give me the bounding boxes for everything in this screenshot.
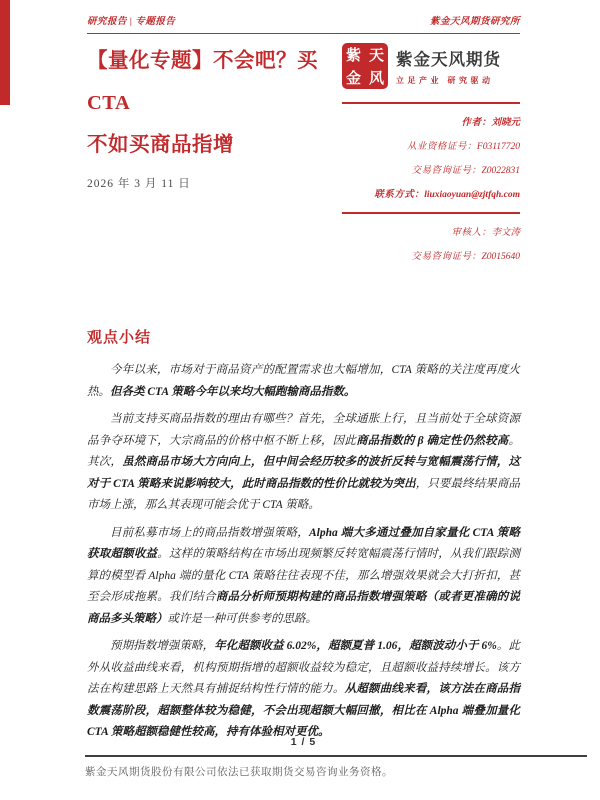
footer-disclaimer: 紫金天风期货股份有限公司依法已获取期货交易咨询业务资格。 — [85, 767, 393, 778]
body-paragraph — [87, 523, 520, 631]
viewpoint-paragraphs — [87, 360, 520, 744]
body-text: 预期指数增强策略， — [110, 640, 215, 652]
body-text: ，只要最终结果商品市场上涨，那么其表现可能会优于 CTA 策略。 — [87, 477, 520, 511]
report-title — [87, 40, 339, 166]
info-column — [342, 40, 520, 272]
emphasized-text: 商品指数的 β 确定性仍然较高 — [356, 434, 509, 447]
author-box-divider — [342, 212, 520, 214]
body-text: 今年以来，市场对于商品资产的配置需求也大幅增加，CTA 策略的关注度再度火热。 — [87, 364, 520, 398]
viewpoint-section — [87, 326, 520, 750]
emphasized-text: 但各类 CTA 策略今年以来均大幅跑输商品指数。 — [110, 385, 356, 398]
credential-label: 交易咨询证号： — [411, 252, 482, 262]
reviewer-credentials — [342, 224, 520, 262]
credential-label: 交易咨询证号： — [411, 166, 482, 176]
body-text: 。此外从收益曲线来看，机构预期指增的超额收益较为稳定，且超额收益持续增长。该方法在构建思路上天然具有捕捉结构性行情的能力。 — [87, 640, 521, 695]
seal-character: 紫 — [345, 48, 361, 64]
title-column — [87, 40, 339, 272]
emphasized-text: 虽然商品市场大方向向上，但中间会经历较多的波折反转与宽幅震荡行情，这对于 CTA 策略来说影响较大，此时商品指数的性价比就较为突出 — [87, 456, 520, 490]
emphasized-text: 商品分析师预期构建的商品指数增强策略（或者更准确的说商品多头策略） — [87, 591, 521, 625]
report-type-label: 研究报告 | 专题报告 — [87, 17, 176, 27]
body-paragraph — [87, 360, 520, 403]
company-logo — [342, 43, 520, 89]
report-title-line2: 不如买商品指增 — [87, 134, 234, 156]
report-title-line1: 【量化专题】不会吧？买 CTA — [87, 50, 318, 114]
company-logotype: 紫金天风期货 — [396, 51, 501, 69]
credential-label: 作者： — [461, 118, 492, 128]
credential-value: 李文涛 — [491, 228, 520, 238]
credential-value: Z0015640 — [481, 252, 520, 262]
credential-value[interactable]: liuxiaoyuan@zjtfqh.com — [424, 190, 520, 200]
document-header — [87, 13, 520, 34]
body-text: 当前支持买商品指数的理由有哪些？首先，全球通胀上行，且当前处于全球资源品争夺环境下，大宗商品的价格中枢不断上移，因此 — [87, 413, 520, 447]
emphasized-text: 从超额曲线来看，该方法在商品指数震荡阶段，超额整体较为稳健，不会出现超额大幅回撤，相比在 Alpha 端叠加量化 CTA 策略超额稳健性较高，持有体验相对更优。 — [87, 683, 521, 738]
credential-row — [342, 114, 520, 128]
emphasized-text: 年化超额收益 6.02%，超额夏普 1.06，超额波动小于 6% — [214, 640, 497, 652]
body-text: 目前私募市场上的商品指数增强策略， — [110, 526, 309, 539]
left-accent-bar — [0, 0, 10, 105]
page-number: 1 / 5 — [290, 736, 317, 748]
credential-label: 审核人： — [451, 228, 492, 238]
credential-value: 刘晓元 — [491, 118, 520, 128]
credential-row — [342, 224, 520, 238]
section-heading-viewpoint-summary: 观点小结 — [87, 330, 152, 346]
credential-row — [342, 248, 520, 262]
seal-character: 天 — [368, 48, 384, 64]
report-date: 2026 年 3 月 11 日 — [87, 178, 191, 190]
credential-row — [342, 162, 520, 176]
credential-value: F03117720 — [476, 142, 520, 152]
footer-divider — [85, 755, 587, 757]
body-text: 。这样的策略结构在市场出现频繁反转宽幅震荡行情时，从我们跟踪测算的模型看 Alpha 端的量化 CTA 策略往往表现不佳，那么增强效果就会大打折扣，甚至会形成拖累。我们结合 — [87, 548, 520, 603]
company-logotype-block — [396, 46, 501, 86]
seal-character: 风 — [368, 71, 384, 87]
credential-label: 从业资格证号： — [406, 142, 477, 152]
emphasized-text: Alpha 端大多通过叠加自家量化 CTA 策略获取超额收益 — [87, 526, 521, 560]
body-paragraph — [87, 636, 520, 744]
company-seal-icon — [342, 43, 388, 89]
institute-name: 紫金天风期货研究所 — [429, 17, 520, 27]
body-text: 或许是一种可供参考的思路。 — [167, 612, 317, 625]
body-paragraph — [87, 409, 520, 517]
credential-row — [342, 138, 520, 152]
company-slogan: 立足产业 研究驱动 — [396, 76, 494, 85]
credential-value: Z0022831 — [481, 166, 520, 176]
author-info-box — [342, 102, 520, 262]
seal-character: 金 — [345, 71, 361, 87]
contact-email-row[interactable] — [342, 186, 520, 200]
credential-label: 联系方式： — [374, 190, 425, 200]
author-credentials — [342, 114, 520, 200]
body-text: 。其次， — [87, 434, 521, 468]
title-block — [87, 40, 520, 272]
